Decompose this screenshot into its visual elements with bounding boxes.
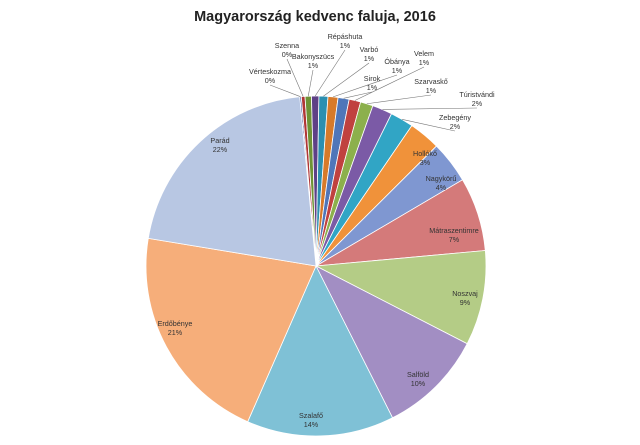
slice-label-szalafo: Szalafő 14% <box>299 411 323 429</box>
slice-label-szenna: Szenna 0% <box>274 41 300 59</box>
slice-label-bakonyszucs: Bakonyszücs 1% <box>291 52 335 70</box>
pie-slices <box>146 96 486 436</box>
slice-label-holloko: Hollókő 3% <box>413 149 437 167</box>
slice-label-obanya: Óbánya 1% <box>384 57 410 75</box>
slice-label-salfold: Salföld 10% <box>407 370 429 388</box>
slice-label-szarvasko: Szarvaskő 1% <box>414 77 448 95</box>
leader-line-szarvasko <box>367 95 431 104</box>
slice-label-varbo: Varbó 1% <box>359 45 379 63</box>
leader-line-bakonyszucs <box>308 70 313 96</box>
leader-line-szenna <box>287 59 303 96</box>
slice-label-erdobenye: Erdőbénye 21% <box>157 319 193 337</box>
leader-line-verteskozma <box>270 85 301 97</box>
slice-label-verteskozma: Vérteskozma 0% <box>249 67 291 85</box>
leader-line-turistvandi <box>382 108 477 109</box>
slice-label-repashuta: Répáshuta 1% <box>327 32 363 50</box>
slice-label-parad: Parád 22% <box>210 136 230 154</box>
chart-title: Magyarország kedvenc faluja, 2016 <box>194 9 436 25</box>
slice-label-turistvandi: Túristvándi 2% <box>459 90 495 108</box>
slice-label-nagykoru: Nagykörű 4% <box>425 174 457 192</box>
slice-label-noszvaj: Noszvaj 9% <box>452 289 478 307</box>
slice-label-zebegeny: Zebegény 2% <box>439 113 471 131</box>
leader-line-varbo <box>323 63 369 96</box>
pie-slice-parad <box>148 97 316 266</box>
leader-line-sirok <box>344 92 372 98</box>
slice-label-matraszentimre: Mátraszentimre 7% <box>429 226 479 244</box>
slice-label-velem: Velem 1% <box>414 49 434 67</box>
slice-label-sirok: Sirok 1% <box>363 74 381 92</box>
